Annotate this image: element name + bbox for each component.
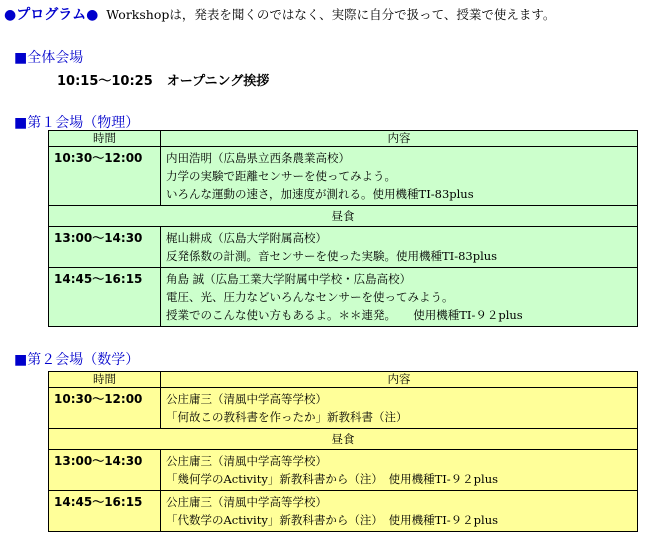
session-content xyxy=(161,388,638,429)
table-row xyxy=(49,491,638,532)
session-time: 10:30～12:00 xyxy=(49,388,161,429)
session-line: 「代数学のActivity」新教科書から（注） 使用機種TI-９２plus xyxy=(166,513,499,527)
section-title-venue1: ■第１会場（物理） xyxy=(14,115,140,131)
session-line: 「何故この教科書を作ったか」新教科書（注） xyxy=(166,410,408,424)
session-line: 「幾何学のActivity」新教科書から（注） 使用機種TI-９２plus xyxy=(166,472,499,486)
session-line: 梶山耕成（広島大学附属高校） xyxy=(166,231,327,245)
column-header-time: 時間 xyxy=(49,372,161,388)
session-time: 14:45～16:15 xyxy=(49,491,161,532)
session-line: 力学の実験で距離センサーを使ってみよう。 xyxy=(166,169,396,183)
column-header-content: 内容 xyxy=(161,372,638,388)
opening-session xyxy=(57,70,269,89)
session-line: 公庄庸三（清風中学高等学校） xyxy=(166,454,327,468)
section-title-venue2: ■第２会場（数学） xyxy=(14,352,140,368)
session-content xyxy=(161,268,638,327)
table-header-row xyxy=(49,372,638,388)
session-line: いろんな運動の速さ，加速度が測れる。使用機種TI-83plus xyxy=(166,187,474,201)
table-header-row xyxy=(49,131,638,147)
column-header-time: 時間 xyxy=(49,131,161,147)
venue2-schedule-table xyxy=(48,371,638,532)
section-title-all-venue: ■全体会場 xyxy=(14,50,84,66)
session-time: 14:45～16:15 xyxy=(49,268,161,327)
program-description: Workshopは，発表を聞くのではなく、実際に自分で扱って、授業で使えます。 xyxy=(106,7,556,22)
session-content xyxy=(161,450,638,491)
program-title: ●プログラム● xyxy=(4,7,99,23)
lunch-row xyxy=(49,429,638,450)
session-line: 授業でのこんな使い方もあるよ。＊＊連発。 使用機種TI-９２plus xyxy=(166,308,523,322)
venue1-schedule-table xyxy=(48,130,638,327)
table-row xyxy=(49,268,638,327)
column-header-content: 内容 xyxy=(161,131,638,147)
opening-time: 10:15～10:25 xyxy=(57,74,153,89)
session-content xyxy=(161,491,638,532)
header xyxy=(4,4,555,24)
session-line: 電圧、光、圧力などいろんなセンサーを使ってみよう。 xyxy=(166,290,454,304)
lunch-label: 昼食 xyxy=(49,429,638,450)
session-line: 公庄庸三（清風中学高等学校） xyxy=(166,392,327,406)
table-row xyxy=(49,227,638,268)
session-content xyxy=(161,227,638,268)
session-time: 13:00～14:30 xyxy=(49,450,161,491)
session-line: 反発係数の計測。音センサーを使った実験。使用機種TI-83plus xyxy=(166,249,498,263)
session-line: 公庄庸三（清風中学高等学校） xyxy=(166,495,327,509)
session-line: 内田浩明（広島県立西条農業高校） xyxy=(166,151,350,165)
lunch-label: 昼食 xyxy=(49,206,638,227)
opening-label: オープニング挨拶 xyxy=(166,74,270,89)
session-time: 13:00～14:30 xyxy=(49,227,161,268)
table-row xyxy=(49,147,638,206)
lunch-row xyxy=(49,206,638,227)
session-content xyxy=(161,147,638,206)
table-row xyxy=(49,450,638,491)
session-line: 角島 誠（広島工業大学附属中学校・広島高校） xyxy=(166,272,412,286)
session-time: 10:30～12:00 xyxy=(49,147,161,206)
table-row xyxy=(49,388,638,429)
